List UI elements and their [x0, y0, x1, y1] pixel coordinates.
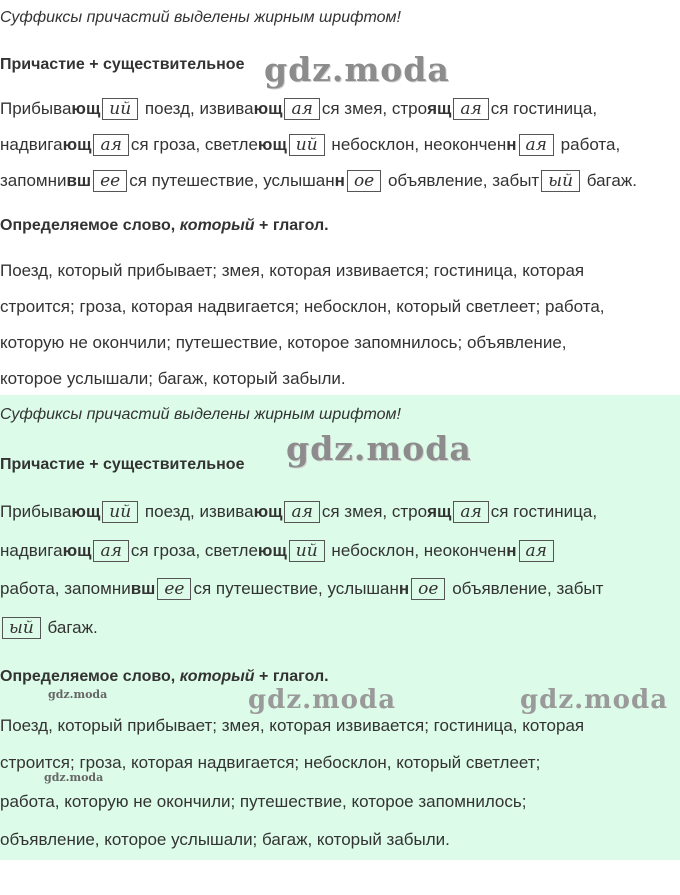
text-fragment: вш — [66, 171, 92, 190]
heading-participle-noun: Причастие + существительное — [0, 56, 245, 73]
text-fragment: ющ — [62, 135, 92, 154]
ending-box: ая — [519, 134, 554, 156]
text-fragment: н — [334, 171, 345, 190]
text-fragment: + глагол. — [254, 668, 329, 685]
text-fragment: ющ — [71, 99, 101, 118]
ending-box: ая — [284, 98, 319, 120]
text-fragment: ющ — [62, 541, 92, 560]
text-fragment: н — [398, 579, 410, 598]
example-line — [0, 501, 597, 523]
ending-box: ая — [93, 540, 128, 562]
watermark-logo: gdz.moda — [248, 685, 397, 715]
intro-note: Суффиксы причастий выделены жирным шрифтом! — [0, 406, 401, 423]
text-fragment: ся путешествие, услышан — [129, 171, 335, 190]
example-line — [0, 134, 620, 156]
paragraph-line: объявление, которое услышали; багаж, который забыли. — [0, 830, 450, 849]
text-fragment: Определяемое слово, — [0, 217, 180, 234]
text-fragment: н — [506, 135, 517, 154]
text-fragment: Прибыва — [0, 99, 72, 118]
text-fragment: багаж. — [42, 618, 98, 637]
ending-box: ая — [453, 501, 488, 523]
text-fragment: надвига — [0, 135, 63, 154]
text-fragment: ящ — [427, 99, 452, 118]
example-line — [0, 617, 98, 639]
ending-box: ий — [102, 98, 138, 120]
intro-note: Суффиксы причастий выделены жирным шрифтом! — [0, 9, 401, 26]
ending-box: ый — [541, 170, 580, 192]
paragraph-line: работа, которую не окончили; путешествие, которое запомнилось; — [0, 792, 527, 811]
text-fragment: работа, — [555, 135, 621, 154]
ending-box: ий — [289, 134, 325, 156]
watermark-logo: gdz.moda — [264, 50, 450, 89]
text-fragment: ся гроза, светле — [130, 541, 258, 560]
ending-box: ий — [289, 540, 325, 562]
text-fragment: ся гостиница, — [490, 502, 598, 521]
text-fragment: ющ — [71, 502, 101, 521]
text-fragment: ся путешествие, услышан — [193, 579, 399, 598]
text-fragment: небосклон, неокончен — [326, 135, 507, 154]
ending-box: ий — [102, 501, 138, 523]
heading-defined-word — [0, 215, 329, 237]
ending-box: ее — [157, 578, 191, 600]
watermark-small: gdz.moda — [48, 688, 108, 701]
paragraph-line: строится; гроза, которая надвигается; небосклон, который светлеет; работа, — [0, 297, 605, 316]
paragraph-line: строится; гроза, которая надвигается; небосклон, который светлеет; — [0, 753, 541, 772]
paragraph-line: Поезд, который прибывает; змея, которая извивается; гостиница, которая — [0, 261, 585, 280]
text-fragment: вш — [130, 579, 156, 598]
text-fragment: работа, запомни — [0, 579, 131, 598]
ending-box: ая — [519, 540, 554, 562]
text-fragment: Определяемое слово, — [0, 668, 180, 685]
text-fragment: Прибыва — [0, 502, 72, 521]
text-fragment: поезд, извива — [140, 502, 254, 521]
text-fragment: ся змея, стро — [321, 502, 428, 521]
text-fragment: ящ — [427, 502, 452, 521]
text-fragment: который — [179, 217, 255, 234]
text-fragment: объявление, забыт — [447, 579, 604, 598]
watermark-logo: gdz.moda — [520, 685, 669, 715]
text-fragment: + глагол. — [254, 217, 329, 234]
text-fragment: ющ — [257, 135, 287, 154]
watermark-logo: gdz.moda — [286, 429, 472, 468]
text-fragment: н — [506, 541, 517, 560]
text-fragment: ющ — [253, 502, 283, 521]
paragraph-line: которое услышали; багаж, который забыли. — [0, 369, 346, 388]
text-fragment: поезд, извива — [140, 99, 254, 118]
answer-block-1 — [0, 0, 680, 395]
ending-box: ая — [93, 134, 128, 156]
ending-box: ое — [347, 170, 381, 192]
text-fragment: ся змея, стро — [321, 99, 428, 118]
ending-box: ее — [93, 170, 127, 192]
heading-participle-noun: Причастие + существительное — [0, 456, 245, 473]
text-fragment: объявление, забыт — [383, 171, 540, 190]
ending-box: ое — [411, 578, 445, 600]
answer-block-2 — [0, 395, 680, 860]
watermark-small: gdz.moda — [44, 771, 104, 784]
ending-box: ая — [284, 501, 319, 523]
text-fragment: небосклон, неокончен — [326, 541, 507, 560]
text-fragment: багаж. — [582, 171, 637, 190]
text-fragment: ющ — [253, 99, 283, 118]
example-line — [0, 578, 603, 600]
ending-box: ый — [2, 617, 41, 639]
example-line — [0, 540, 556, 562]
text-fragment: запомни — [0, 171, 67, 190]
example-line — [0, 98, 597, 120]
text-fragment: ся гостиница, — [490, 99, 598, 118]
text-fragment: ющ — [257, 541, 287, 560]
text-fragment: который — [179, 668, 255, 685]
ending-box: ая — [453, 98, 488, 120]
example-line — [0, 170, 637, 192]
paragraph-line: Поезд, который прибывает; змея, которая извивается; гостиница, которая — [0, 716, 585, 735]
text-fragment: надвига — [0, 541, 63, 560]
text-fragment: ся гроза, светле — [130, 135, 258, 154]
paragraph-line: которую не окончили; путешествие, которое запомнилось; объявление, — [0, 333, 567, 352]
